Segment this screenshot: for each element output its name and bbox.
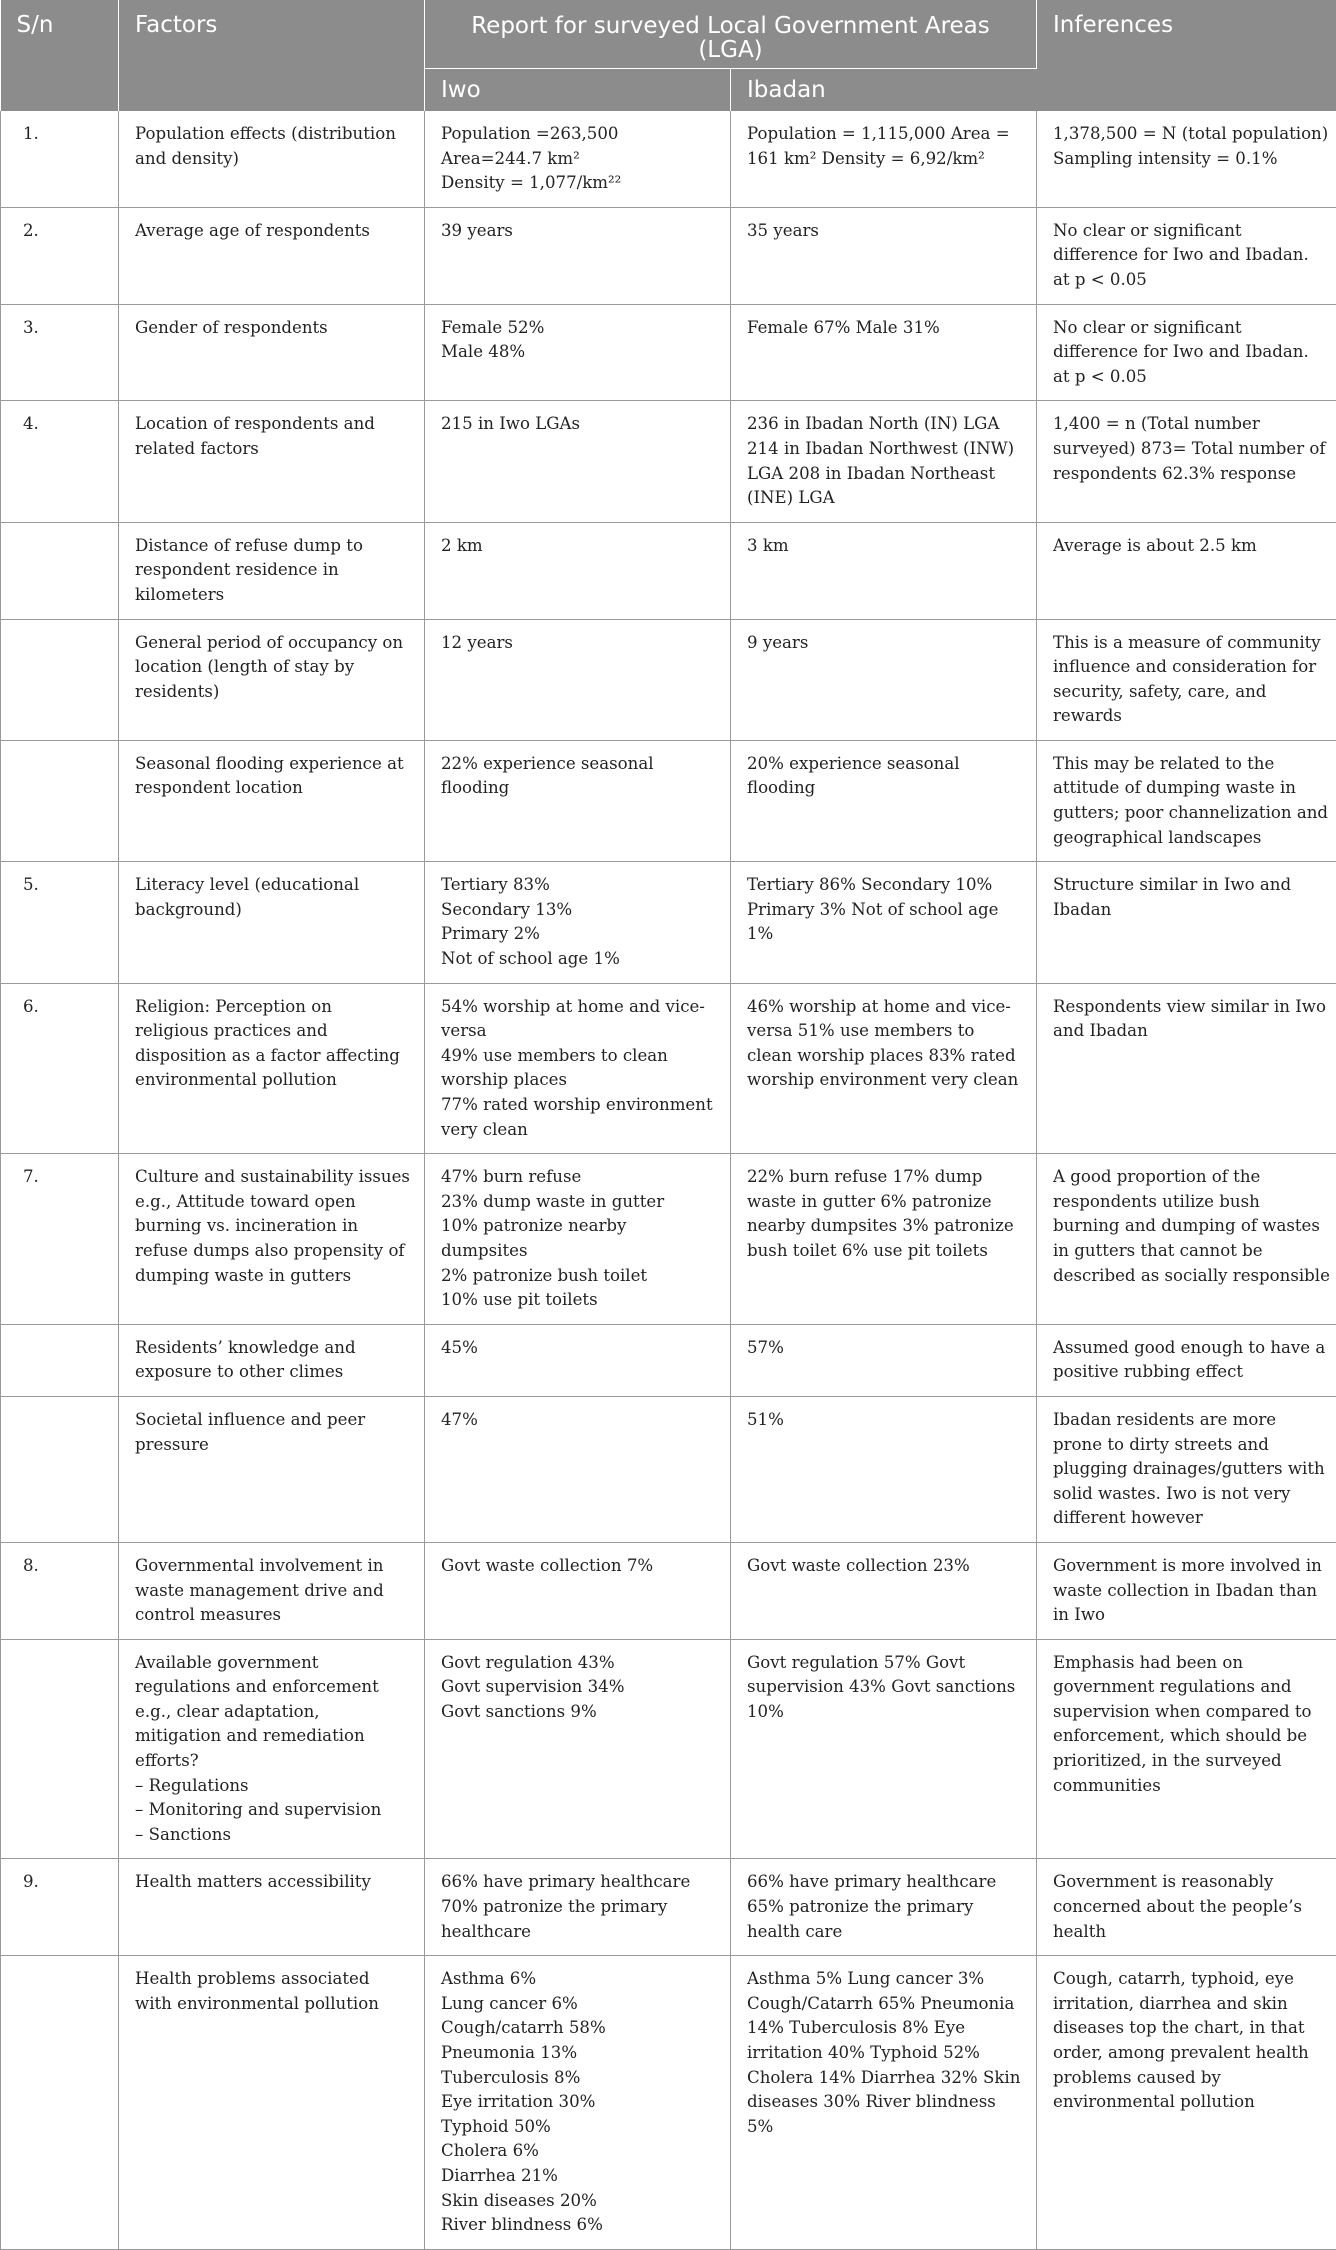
cell-ibadan: Asthma 5% Lung cancer 3% Cough/Catarrh 65% Pneumonia 14% Tuberculosis 8% Eye irritation 40% Typhoid 52% Cholera 14% Diarrhea 32% Skin diseases 30% River blindness 5%: [731, 1956, 1037, 2250]
cell-inference: 1,400 = n (Total number surveyed) 873= Total number of respondents 62.3% response: [1037, 401, 1336, 522]
table-row: [1, 740, 1336, 861]
table-row: [1, 1542, 1336, 1639]
cell-factor: Location of respondents and related factors: [119, 401, 425, 522]
header-sn: S/n: [1, 0, 119, 111]
cell-inference: Average is about 2.5 km: [1037, 522, 1336, 619]
cell-inference: No clear or significant difference for Iwo and Ibadan. at p < 0.05: [1037, 207, 1336, 304]
cell-sn: 9.: [1, 1859, 119, 1956]
table-row: [1, 1956, 1336, 2250]
table-row: [1, 1154, 1336, 1325]
cell-factor: Available government regulations and enforcement e.g., clear adaptation, mitigation and remediation efforts? – Regulations – Monitoring and supervision – Sanctions: [119, 1639, 425, 1859]
table-row: [1, 1859, 1336, 1956]
cell-ibadan: 9 years: [731, 619, 1037, 740]
cell-sn: 6.: [1, 983, 119, 1154]
cell-iwo: 54% worship at home and vice-versa 49% use members to clean worship places 77% rated worship environment very clean: [425, 983, 731, 1154]
cell-inference: This may be related to the attitude of dumping waste in gutters; poor channelization and geographical landscapes: [1037, 740, 1336, 861]
cell-sn: 7.: [1, 1154, 119, 1325]
cell-ibadan: 51%: [731, 1396, 1037, 1542]
cell-ibadan: 22% burn refuse 17% dump waste in gutter 6% patronize nearby dumpsites 3% patronize bush toilet 6% use pit toilets: [731, 1154, 1037, 1325]
table-row: [1, 304, 1336, 401]
cell-ibadan: Female 67% Male 31%: [731, 304, 1037, 401]
cell-iwo: 45%: [425, 1324, 731, 1396]
cell-sn: [1, 619, 119, 740]
table-row: [1, 111, 1336, 207]
table-header: [1, 0, 1336, 111]
cell-inference: A good proportion of the respondents utilize bush burning and dumping of wastes in gutters that cannot be described as socially responsible: [1037, 1154, 1336, 1325]
cell-ibadan: Population = 1,115,000 Area = 161 km² Density = 6,92/km²: [731, 111, 1037, 207]
table-row: [1, 862, 1336, 983]
table-body: [1, 111, 1336, 2249]
cell-factor: Residents’ knowledge and exposure to other climes: [119, 1324, 425, 1396]
cell-inference: 1,378,500 = N (total population) Sampling intensity = 0.1%: [1037, 111, 1336, 207]
cell-ibadan: 66% have primary healthcare 65% patronize the primary health care: [731, 1859, 1037, 1956]
cell-inference: This is a measure of community influence and consideration for security, safety, care, and rewards: [1037, 619, 1336, 740]
cell-factor: Gender of respondents: [119, 304, 425, 401]
cell-sn: [1, 1324, 119, 1396]
cell-ibadan: 46% worship at home and vice-versa 51% use members to clean worship places 83% rated worship environment very clean: [731, 983, 1037, 1154]
table-row: [1, 1324, 1336, 1396]
header-inferences: Inferences: [1037, 0, 1336, 111]
cell-inference: Ibadan residents are more prone to dirty streets and plugging drainages/gutters with solid wastes. Iwo is not very different however: [1037, 1396, 1336, 1542]
cell-factor: Population effects (distribution and density): [119, 111, 425, 207]
cell-inference: No clear or significant difference for Iwo and Ibadan. at p < 0.05: [1037, 304, 1336, 401]
cell-inference: Structure similar in Iwo and Ibadan: [1037, 862, 1336, 983]
cell-sn: [1, 740, 119, 861]
cell-sn: 1.: [1, 111, 119, 207]
cell-iwo: 215 in Iwo LGAs: [425, 401, 731, 522]
cell-inference: Government is more involved in waste collection in Ibadan than in Iwo: [1037, 1542, 1336, 1639]
cell-sn: 4.: [1, 401, 119, 522]
cell-sn: 5.: [1, 862, 119, 983]
table-row: [1, 522, 1336, 619]
cell-iwo: 12 years: [425, 619, 731, 740]
cell-sn: [1, 1396, 119, 1542]
cell-factor: Distance of refuse dump to respondent residence in kilometers: [119, 522, 425, 619]
cell-factor: Religion: Perception on religious practices and disposition as a factor affecting environmental pollution: [119, 983, 425, 1154]
cell-ibadan: Govt waste collection 23%: [731, 1542, 1037, 1639]
cell-iwo: Govt regulation 43% Govt supervision 34% Govt sanctions 9%: [425, 1639, 731, 1859]
cell-ibadan: Govt regulation 57% Govt supervision 43% Govt sanctions 10%: [731, 1639, 1037, 1859]
header-ibadan: Ibadan: [731, 69, 1037, 112]
header-iwo: Iwo: [425, 69, 731, 112]
cell-ibadan: 35 years: [731, 207, 1037, 304]
cell-iwo: 66% have primary healthcare 70% patronize the primary healthcare: [425, 1859, 731, 1956]
table-row: [1, 207, 1336, 304]
table-row: [1, 619, 1336, 740]
cell-factor: Health problems associated with environmental pollution: [119, 1956, 425, 2250]
cell-sn: [1, 1639, 119, 1859]
cell-iwo: 47%: [425, 1396, 731, 1542]
cell-ibadan: 57%: [731, 1324, 1037, 1396]
cell-ibadan: 20% experience seasonal flooding: [731, 740, 1037, 861]
cell-inference: Assumed good enough to have a positive rubbing effect: [1037, 1324, 1336, 1396]
cell-iwo: 39 years: [425, 207, 731, 304]
header-factors: Factors: [119, 0, 425, 111]
cell-factor: General period of occupancy on location (length of stay by residents): [119, 619, 425, 740]
cell-sn: 3.: [1, 304, 119, 401]
cell-ibadan: 236 in Ibadan North (IN) LGA 214 in Ibadan Northwest (INW) LGA 208 in Ibadan Northeast (INE) LGA: [731, 401, 1037, 522]
cell-factor: Culture and sustainability issues e.g., Attitude toward open burning vs. incineration in refuse dumps also propensity of dumping waste in gutters: [119, 1154, 425, 1325]
cell-factor: Societal influence and peer pressure: [119, 1396, 425, 1542]
table-row: [1, 1396, 1336, 1542]
cell-ibadan: Tertiary 86% Secondary 10% Primary 3% Not of school age 1%: [731, 862, 1037, 983]
cell-factor: Average age of respondents: [119, 207, 425, 304]
cell-sn: [1, 1956, 119, 2250]
cell-sn: 2.: [1, 207, 119, 304]
table-row: [1, 401, 1336, 522]
cell-inference: Respondents view similar in Iwo and Ibadan: [1037, 983, 1336, 1154]
cell-factor: Health matters accessibility: [119, 1859, 425, 1956]
cell-factor: Governmental involvement in waste management drive and control measures: [119, 1542, 425, 1639]
header-report: Report for surveyed Local Government Areas (LGA): [425, 0, 1037, 69]
cell-iwo: Tertiary 83% Secondary 13% Primary 2% Not of school age 1%: [425, 862, 731, 983]
cell-ibadan: 3 km: [731, 522, 1037, 619]
cell-iwo: Population =263,500 Area=244.7 km² Density = 1,077/km²²: [425, 111, 731, 207]
cell-sn: [1, 522, 119, 619]
cell-iwo: Govt waste collection 7%: [425, 1542, 731, 1639]
cell-iwo: 2 km: [425, 522, 731, 619]
cell-sn: 8.: [1, 1542, 119, 1639]
cell-iwo: Asthma 6% Lung cancer 6% Cough/catarrh 58% Pneumonia 13% Tuberculosis 8% Eye irritation 30% Typhoid 50% Cholera 6% Diarrhea 21% Skin diseases 20% River blindness 6%: [425, 1956, 731, 2250]
cell-iwo: Female 52% Male 48%: [425, 304, 731, 401]
cell-inference: Cough, catarrh, typhoid, eye irritation, diarrhea and skin diseases top the chart, in that order, among prevalent health problems caused by environmental pollution: [1037, 1956, 1336, 2250]
cell-inference: Government is reasonably concerned about the people’s health: [1037, 1859, 1336, 1956]
cell-factor: Literacy level (educational background): [119, 862, 425, 983]
table-row: [1, 983, 1336, 1154]
cell-inference: Emphasis had been on government regulations and supervision when compared to enforcement, which should be prioritized, in the surveyed communities: [1037, 1639, 1336, 1859]
cell-factor: Seasonal flooding experience at respondent location: [119, 740, 425, 861]
cell-iwo: 47% burn refuse 23% dump waste in gutter 10% patronize nearby dumpsites 2% patronize bush toilet 10% use pit toilets: [425, 1154, 731, 1325]
cell-iwo: 22% experience seasonal flooding: [425, 740, 731, 861]
table-row: [1, 1639, 1336, 1859]
